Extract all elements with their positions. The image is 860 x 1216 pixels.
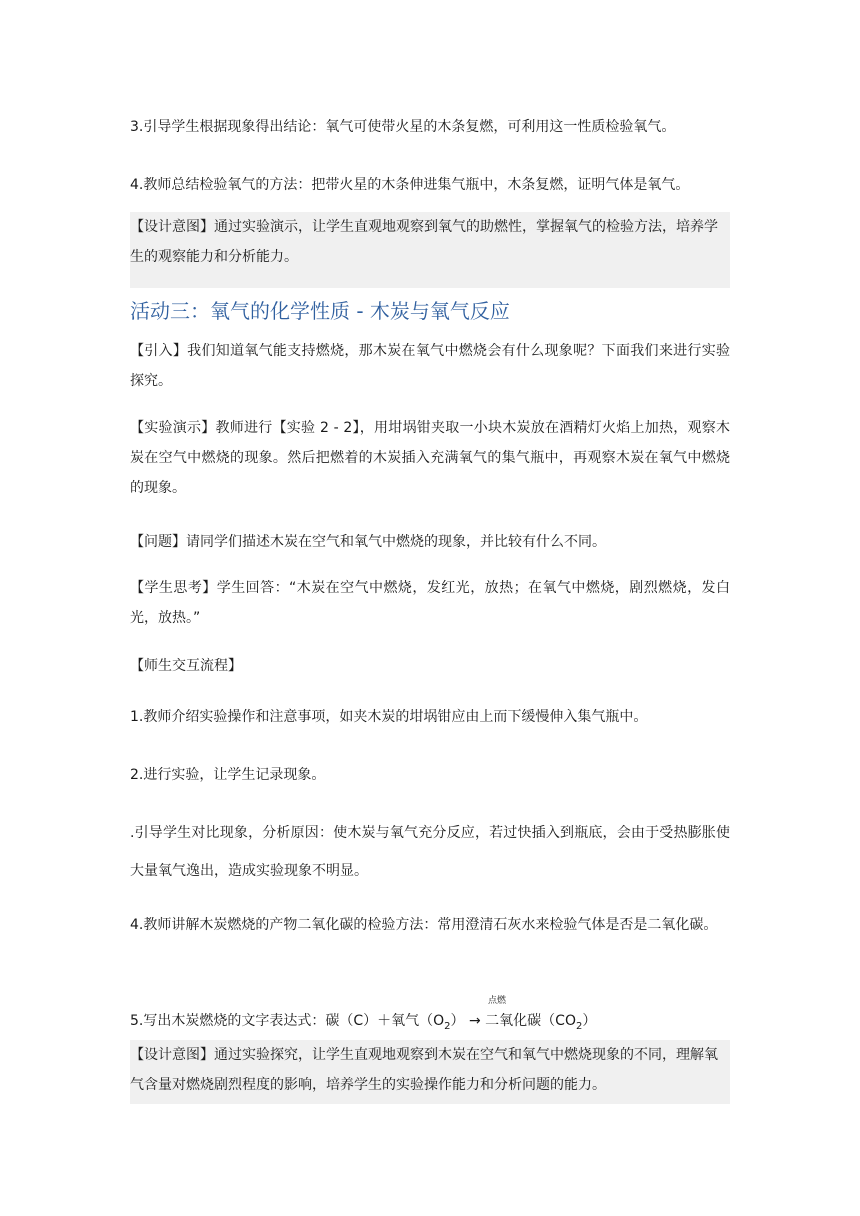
design-intent-box-2 <box>130 1040 730 1104</box>
flow-step-1: 1.教师介绍实验操作和注意事项，如夹木炭的坩埚钳应由上而下缓慢伸入集气瓶中。 <box>130 709 648 725</box>
equation-end: ） <box>582 1013 597 1029</box>
paragraph-summary-method: 4.教师总结检验氧气的方法：把带火星的木条伸进集气瓶中，木条复燃，证明气体是氧气。 <box>130 177 690 193</box>
paragraph-question: 【问题】请同学们描述木炭在空气和氧气中燃烧的现象，并比较有什么不同。 <box>130 534 606 550</box>
design-intent-text-2: 【设计意图】通过实验探究，让学生直观地观察到木炭在空气和氧气中燃烧现象的不同，理解氧气含量对燃烧剧烈程度的影响，培养学生的实验操作能力和分析问题的能力。 <box>130 1047 718 1093</box>
flow-step-5-equation <box>130 1008 730 1040</box>
equation-product: 二氧化碳（CO <box>480 1013 576 1029</box>
equation-prefix: 5.写出木炭燃烧的文字表达式：碳（C）＋氧气（O <box>130 1013 445 1029</box>
reaction-arrow: → <box>468 1013 481 1029</box>
design-intent-text-1: 【设计意图】通过实验演示，让学生直观地观察到氧气的助燃性，掌握氧气的检验方法，培养学生的观察能力和分析能力。 <box>130 219 718 265</box>
paragraph-flow-title: 【师生交互流程】 <box>130 658 242 674</box>
equation-mid: ） <box>450 1013 465 1029</box>
paragraph-demo: 【实验演示】教师进行【实验 2 - 2】，用坩埚钳夹取一小块木炭放在酒精灯火焰上加热，观察木炭在空气中燃烧的现象。然后把燃着的木炭插入充满氧气的集气瓶中，再观察木炭在氧气中燃烧的现象。 <box>130 420 730 496</box>
design-intent-box-1 <box>130 212 730 288</box>
equation-subscript-o2: 2 <box>444 1020 451 1032</box>
flow-step-4: 4.教师讲解木炭燃烧的产物二氧化碳的检验方法：常用澄清石灰水来检验气体是否是二氧化碳。 <box>130 917 718 933</box>
paragraph-intro: 【引入】我们知道氧气能支持燃烧，那木炭在氧气中燃烧会有什么现象呢？下面我们来进行实验探究。 <box>130 343 730 389</box>
flow-step-3: .引导学生对比现象，分析原因：使木炭与氧气充分反应，若过快插入到瓶底，会由于受热膨胀使大量氧气逸出，造成实验现象不明显。 <box>130 825 730 879</box>
paragraph-conclusion: 3.引导学生根据现象得出结论：氧气可使带火星的木条复燃，可利用这一性质检验氧气。 <box>130 119 676 135</box>
paragraph-student-thinking: 【学生思考】学生回答：“木炭在空气中燃烧，发红光，放热；在氧气中燃烧，剧烈燃烧，发白光，放热。” <box>130 580 730 626</box>
flow-step-2: 2.进行实验，让学生记录现象。 <box>130 767 326 783</box>
reaction-condition: 点燃 <box>488 996 507 1006</box>
section-heading: 活动三：氧气的化学性质 - 木炭与氧气反应 <box>130 299 510 323</box>
equation-subscript-co2: 2 <box>575 1020 583 1032</box>
